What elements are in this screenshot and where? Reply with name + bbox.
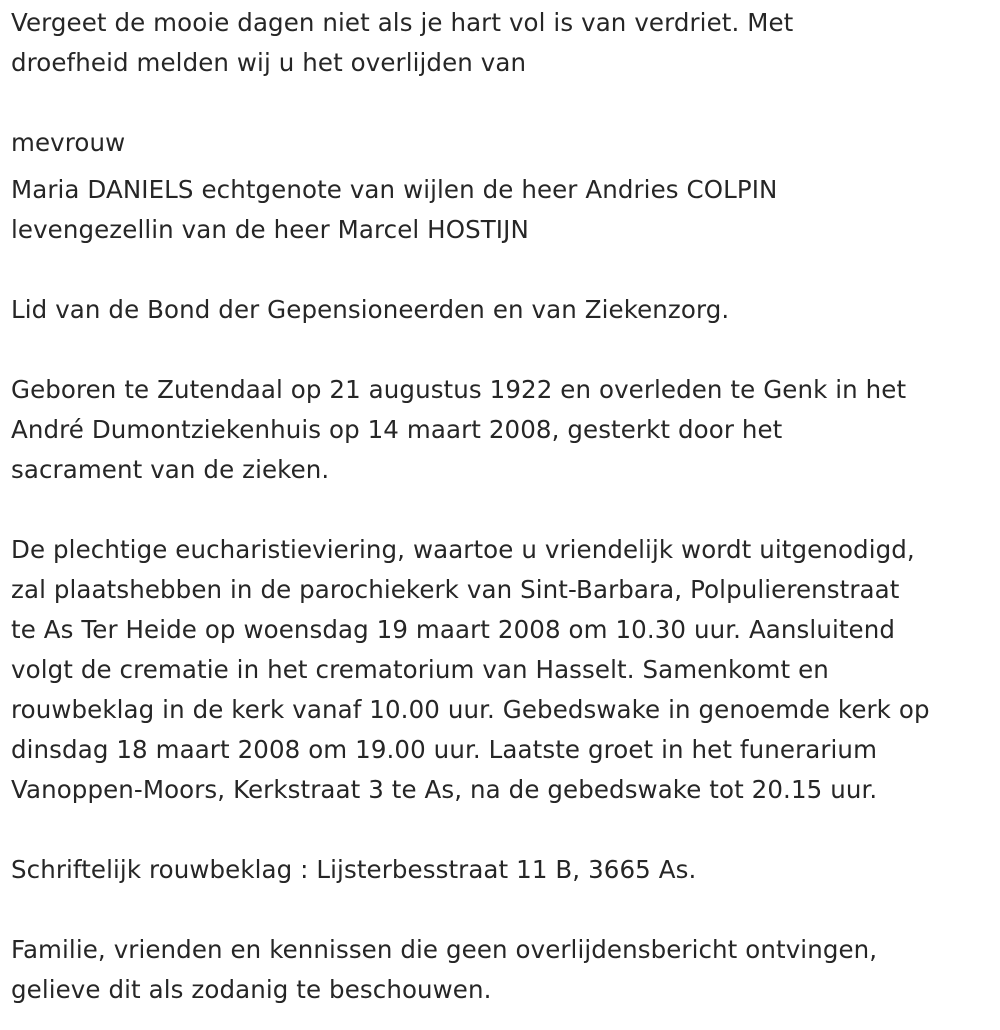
- intro-paragraph: [11, 3, 996, 83]
- text-line: dinsdag 18 maart 2008 om 19.00 uur. Laatste groet in het funerarium: [11, 735, 878, 764]
- text-line: André Dumontziekenhuis op 14 maart 2008, gesterkt door het: [11, 415, 783, 444]
- obituary-document: [11, 3, 996, 1010]
- condolence-address-paragraph: [11, 850, 996, 890]
- ceremony-paragraph: [11, 530, 996, 810]
- text-line: Schriftelijk rouwbeklag : Lijsterbesstraat 11 B, 3665 As.: [11, 855, 697, 884]
- membership-paragraph: [11, 290, 996, 330]
- closing-paragraph: [11, 930, 996, 1010]
- text-line: droefheid melden wij u het overlijden van: [11, 48, 527, 77]
- text-line: Vergeet de mooie dagen niet als je hart vol is van verdriet. Met: [11, 8, 794, 37]
- text-line: Maria DANIELS echtgenote van wijlen de heer Andries COLPIN: [11, 175, 778, 204]
- text-line: Vanoppen-Moors, Kerkstraat 3 te As, na de gebedswake tot 20.15 uur.: [11, 775, 878, 804]
- text-line: mevrouw: [11, 128, 126, 157]
- text-line: Familie, vrienden en kennissen die geen overlijdensbericht ontvingen,: [11, 935, 878, 964]
- deceased-name-block: [11, 170, 996, 250]
- text-line: gelieve dit als zodanig te beschouwen.: [11, 975, 492, 1004]
- text-line: rouwbeklag in de kerk vanaf 10.00 uur. Gebedswake in genoemde kerk op: [11, 695, 930, 724]
- text-line: De plechtige eucharistieviering, waartoe u vriendelijk wordt uitgenodigd,: [11, 535, 915, 564]
- text-line: Geboren te Zutendaal op 21 augustus 1922 en overleden te Genk in het: [11, 375, 907, 404]
- text-line: Lid van de Bond der Gepensioneerden en van Ziekenzorg.: [11, 295, 730, 324]
- text-line: volgt de crematie in het crematorium van Hasselt. Samenkomt en: [11, 655, 829, 684]
- birth-death-paragraph: [11, 370, 996, 490]
- text-line: te As Ter Heide op woensdag 19 maart 2008 om 10.30 uur. Aansluitend: [11, 615, 896, 644]
- text-line: levengezellin van de heer Marcel HOSTIJN: [11, 215, 529, 244]
- text-line: zal plaatshebben in de parochiekerk van Sint-Barbara, Polpulierenstraat: [11, 575, 900, 604]
- text-line: sacrament van de zieken.: [11, 455, 330, 484]
- salutation: [11, 123, 996, 163]
